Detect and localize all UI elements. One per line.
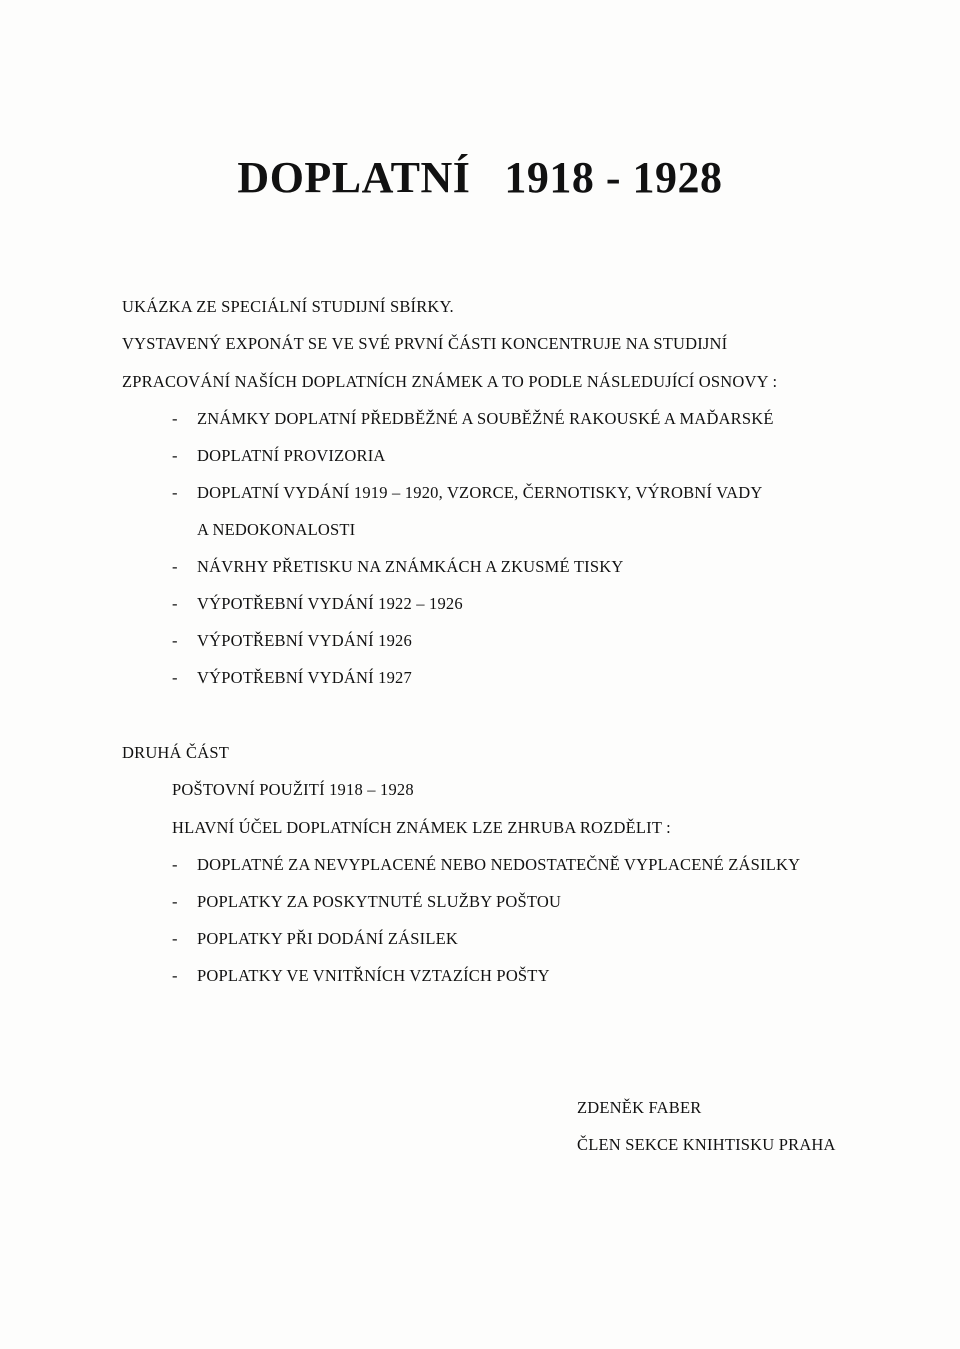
list-dash: - [172, 594, 178, 613]
list-dash: - [172, 668, 178, 687]
part1-item: DOPLATNÍ PROVIZORIA [197, 446, 386, 465]
part2-heading: DRUHÁ ČÁST [122, 743, 229, 762]
list-dash: - [172, 929, 178, 948]
part2-item: POPLATKY PŘI DODÁNÍ ZÁSILEK [197, 929, 458, 948]
list-dash: - [172, 966, 178, 985]
intro-line: ZPRACOVÁNÍ NAŠÍCH DOPLATNÍCH ZNÁMEK A TO PODLE NÁSLEDUJÍCÍ OSNOVY : [122, 372, 778, 391]
part2-subheading: POŠTOVNÍ POUŽITÍ 1918 – 1928 [172, 780, 414, 799]
document-title [0, 152, 960, 203]
part1-item: VÝPOTŘEBNÍ VYDÁNÍ 1926 [197, 631, 412, 650]
title-years: 1918 - 1928 [504, 153, 723, 202]
part1-item-continuation: A NEDOKONALOSTI [197, 520, 356, 539]
intro-line: UKÁZKA ZE SPECIÁLNÍ STUDIJNÍ SBÍRKY. [122, 297, 454, 316]
list-dash: - [172, 446, 178, 465]
part1-item: DOPLATNÍ VYDÁNÍ 1919 – 1920, VZORCE, ČERNOTISKY, VÝROBNÍ VADY [197, 483, 763, 502]
signature-name: ZDENĚK FABER [577, 1098, 702, 1117]
list-dash: - [172, 483, 178, 502]
list-dash: - [172, 557, 178, 576]
list-dash: - [172, 631, 178, 650]
part2-item: POPLATKY ZA POSKYTNUTÉ SLUŽBY POŠTOU [197, 892, 562, 911]
part1-item: ZNÁMKY DOPLATNÍ PŘEDBĚŽNÉ A SOUBĚŽNÉ RAKOUSKÉ A MAĎARSKÉ [197, 409, 774, 428]
list-dash: - [172, 855, 178, 874]
part1-item: VÝPOTŘEBNÍ VYDÁNÍ 1922 – 1926 [197, 594, 463, 613]
title-main: DOPLATNÍ [237, 153, 471, 202]
part2-intro: HLAVNÍ ÚČEL DOPLATNÍCH ZNÁMEK LZE ZHRUBA ROZDĚLIT : [172, 818, 671, 837]
part2-item: POPLATKY VE VNITŘNÍCH VZTAZÍCH POŠTY [197, 966, 550, 985]
list-dash: - [172, 892, 178, 911]
list-dash: - [172, 409, 178, 428]
part1-item: NÁVRHY PŘETISKU NA ZNÁMKÁCH A ZKUSMÉ TISKY [197, 557, 624, 576]
part1-item: VÝPOTŘEBNÍ VYDÁNÍ 1927 [197, 668, 412, 687]
signature-role: ČLEN SEKCE KNIHTISKU PRAHA [577, 1135, 836, 1154]
intro-line: VYSTAVENÝ EXPONÁT SE VE SVÉ PRVNÍ ČÁSTI KONCENTRUJE NA STUDIJNÍ [122, 334, 728, 353]
part2-item: DOPLATNÉ ZA NEVYPLACENÉ NEBO NEDOSTATEČNĚ VYPLACENÉ ZÁSILKY [197, 855, 801, 874]
